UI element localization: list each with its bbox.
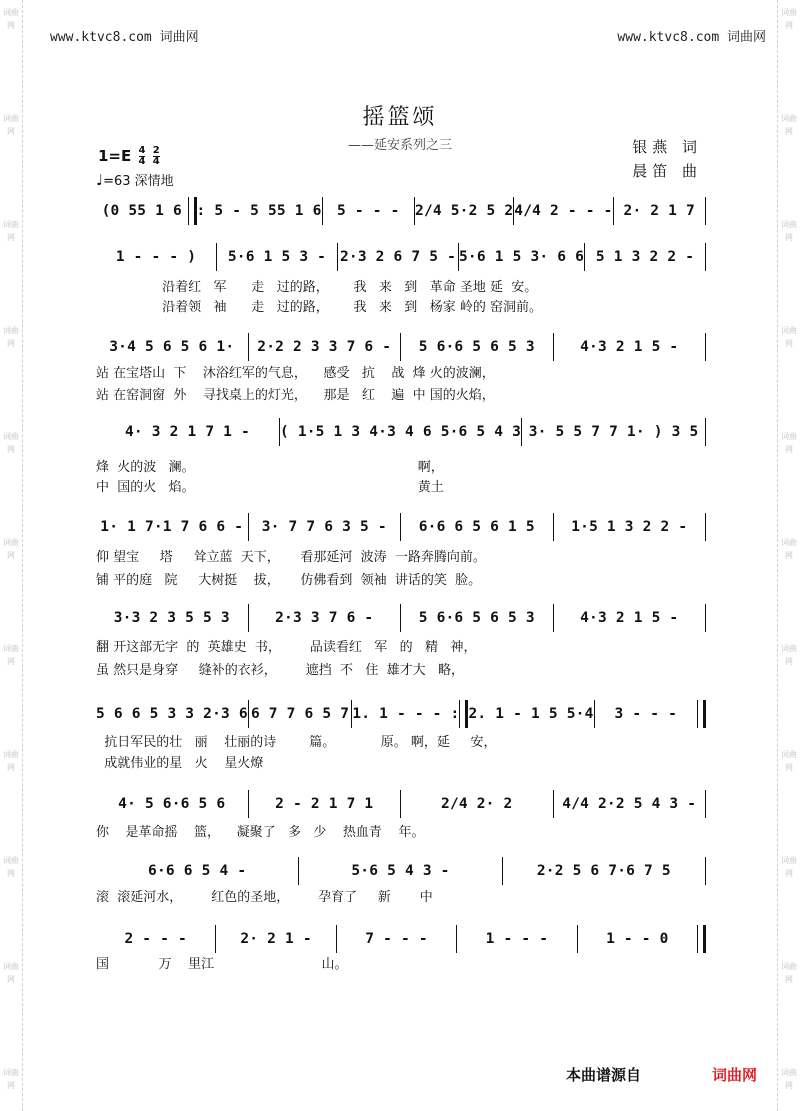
measure: 5 6·6 5 6 5 3 — [418, 339, 535, 355]
measure: 1 - - - — [485, 931, 549, 947]
lyricist-credit: 银燕 词 — [632, 138, 702, 156]
lyric-line: 中 国的火 焰。 黄土 — [96, 480, 444, 495]
measure: 5 6·6 5 6 5 3 — [418, 610, 535, 626]
tempo-marking — [96, 170, 174, 189]
side-watermark: 词曲网 — [3, 220, 19, 242]
notation-row-7 — [96, 700, 706, 728]
footer-source-text: 本曲谱源自 — [566, 1066, 642, 1084]
side-watermark: 词曲网 — [781, 644, 797, 666]
time-signature-1: $\frac{4}{4}$ — [138, 145, 146, 167]
song-subtitle: ——延安系列之三 — [347, 138, 452, 153]
measure: 4· 3 2 1 7 1 - — [124, 424, 250, 440]
quarter-note-icon: ♩ — [96, 171, 104, 189]
measure: 3 - - - — [614, 706, 678, 722]
measure: 3·3 2 3 5 5 3 — [113, 610, 230, 626]
lyric-line: 站 在窑洞窗 外 寻找桌上的灯光， 那是 红 遍 中 国的火焰， — [96, 388, 495, 403]
side-watermark: 词曲网 — [3, 644, 19, 666]
measure: 2·3 3 7 6 - — [275, 610, 374, 626]
side-watermark: 词曲网 — [3, 114, 19, 136]
measure: 1·5 1 3 2 2 - — [571, 519, 688, 535]
measure: 2 - 2 1 7 1 — [275, 796, 374, 812]
barline — [705, 604, 706, 632]
measure: 2·2 5 6 7·6 7 5 — [536, 863, 671, 879]
notation-row-2 — [96, 243, 706, 271]
side-watermark: 词曲网 — [781, 220, 797, 242]
notation-row-1 — [96, 197, 706, 225]
measure: 6 7 7 6 5 7 — [250, 706, 350, 722]
side-watermark: 词曲网 — [3, 8, 19, 30]
measure: 2· 2 1 7 — [623, 203, 695, 219]
measure: 5 - - - — [337, 203, 400, 219]
barline — [705, 197, 706, 225]
lyric-line: 烽 火的波 澜。 啊， — [96, 460, 444, 475]
notation-row-4 — [96, 418, 706, 446]
barline — [705, 857, 706, 885]
measure: 1 - - 0 — [606, 931, 669, 947]
lyric-line: 站 在宝塔山 下 沐浴红军的气息， 感受 抗 战 烽 火的波澜， — [96, 366, 495, 381]
measure: 2· 2 1 - — [240, 931, 312, 947]
side-watermark: 词曲网 — [781, 114, 797, 136]
lyric-line: 沿着红 军 走 过的路， 我 来 到 革命 圣地 延 安。 — [96, 280, 538, 295]
side-watermark: 词曲网 — [3, 856, 19, 878]
side-watermark: 词曲网 — [3, 432, 19, 454]
measure: 4/4 2 - - - — [514, 203, 613, 219]
barline — [705, 513, 706, 541]
side-watermark: 词曲网 — [781, 962, 797, 984]
final-barline — [697, 925, 706, 953]
repeat-barline — [188, 197, 197, 225]
measure: 5·6 5 4 3 - — [351, 863, 450, 879]
lyric-line: 铺 平的庭 院 大树挺 拔， 仿佛看到 领袖 讲话的笑 脸。 — [96, 573, 482, 588]
measure: 2 - - - — [124, 931, 187, 947]
measure: 5 1 3 2 2 - — [595, 249, 695, 265]
measure: 3· 5 5 7 7 1· ) 3 5 — [528, 424, 699, 440]
side-watermark: 词曲网 — [781, 856, 797, 878]
measure: 2·3 2 6 7 5 - — [339, 249, 457, 265]
song-title: 摇篮颂 — [362, 105, 438, 130]
measure: (0 55 1 6 — [101, 203, 182, 219]
side-watermark: 词曲网 — [3, 1068, 19, 1090]
side-watermark: 词曲网 — [781, 432, 797, 454]
measure: 3· 7 7 6 3 5 - — [261, 519, 387, 535]
time-signature-2: $\frac{2}{4}$ — [152, 145, 160, 167]
notation-row-9 — [96, 857, 706, 885]
notation-row-5 — [96, 513, 706, 541]
lyric-line: 国 万 里江 山。 — [96, 957, 348, 972]
measure: 7 - - - — [365, 931, 428, 947]
measure: 3·4 5 6 5 6 1· — [109, 339, 235, 355]
side-watermark: 词曲网 — [3, 538, 19, 560]
side-watermark: 词曲网 — [781, 326, 797, 348]
lyric-line: 翻 开这部无字 的 英雄史 书， 品读看红 军 的 精 神， — [96, 640, 477, 655]
composer-credit: 晨笛 曲 — [632, 162, 702, 180]
measure: 2/4 5·2 5 2 — [415, 203, 514, 219]
measure: 5·6 1 5 3 - — [227, 249, 327, 265]
measure: 5·6 1 5 3· 6 6 — [459, 249, 585, 265]
lyric-line: 虽 然只是身穿 缝补的衣衫， 遮挡 不 住 雄才大 略， — [96, 663, 465, 678]
key-signature — [98, 146, 160, 167]
barline — [705, 418, 706, 446]
lyric-line: 成就伟业的星 火 星火燎 — [96, 756, 264, 771]
measure: 4·3 2 1 5 - — [580, 610, 679, 626]
repeat-barline — [459, 700, 468, 728]
side-watermark: 词曲网 — [3, 326, 19, 348]
notation-row-3 — [96, 333, 706, 361]
side-watermark: 词曲网 — [781, 750, 797, 772]
measure: ( 1·5 1 3 4·3 4 6 5·6 5 4 3 — [279, 424, 522, 440]
final-barline — [697, 700, 706, 728]
measure: 2·2 2 3 3 7 6 - — [257, 339, 392, 355]
notation-row-8 — [96, 790, 706, 818]
lyric-line: 你 是革命摇 篮， 凝聚了 多 少 热血青 年。 — [96, 825, 425, 840]
lyric-line: 沿着领 袖 走 过的路， 我 来 到 杨家 岭的 窑洞前。 — [96, 300, 542, 315]
side-watermark: 词曲网 — [781, 1068, 797, 1090]
footer-brand-link[interactable]: 词曲网 — [712, 1066, 758, 1084]
ending-2: 2. 1 - 1 5 5·4 — [468, 706, 594, 722]
key-label: 1=E — [98, 147, 132, 165]
measure: 5 6 6 5 3 3 2·3 6 — [96, 706, 248, 722]
measure: 6·6 6 5 4 - — [148, 863, 247, 879]
measure: 4/4 2·2 5 4 3 - — [562, 796, 697, 812]
tempo-text: =63 深情地 — [103, 174, 174, 189]
side-watermark: 词曲网 — [781, 538, 797, 560]
side-watermark: 词曲网 — [781, 8, 797, 30]
side-watermark: 词曲网 — [3, 962, 19, 984]
measure: 6·6 6 5 6 1 5 — [418, 519, 535, 535]
header-site-right[interactable]: www.ktvc8.com 词曲网 — [617, 30, 766, 45]
measure: 1· 1 7·1 7 6 6 - — [100, 519, 244, 535]
side-watermark: 词曲网 — [3, 750, 19, 772]
lyric-line: 抗日军民的壮 丽 壮丽的诗 篇。 原。 啊，延 安， — [96, 735, 497, 750]
header-site-left[interactable]: www.ktvc8.com 词曲网 — [50, 30, 199, 45]
lyric-line: 滚 滚延河水， 红色的圣地， 孕育了 新 中 — [96, 890, 433, 905]
lyric-line: 仰 望宝 塔 耸立蓝 天下， 看那延河 波涛 一路奔腾向前。 — [96, 550, 486, 565]
ending-1: 1. 1 - - - : — [352, 706, 460, 722]
right-watermark-strip — [777, 0, 800, 1111]
measure: 4·3 2 1 5 - — [580, 339, 679, 355]
measure: 1 - - - ) — [115, 249, 197, 265]
barline — [705, 333, 706, 361]
left-watermark-strip — [0, 0, 23, 1111]
measure: 4· 5 6·6 5 6 — [118, 796, 226, 812]
barline — [705, 790, 706, 818]
notation-row-6 — [96, 604, 706, 632]
barline — [705, 243, 706, 271]
measure: : 5 - 5 55 1 6 — [196, 203, 322, 219]
measure: 2/4 2· 2 — [441, 796, 513, 812]
notation-row-10 — [96, 925, 706, 953]
